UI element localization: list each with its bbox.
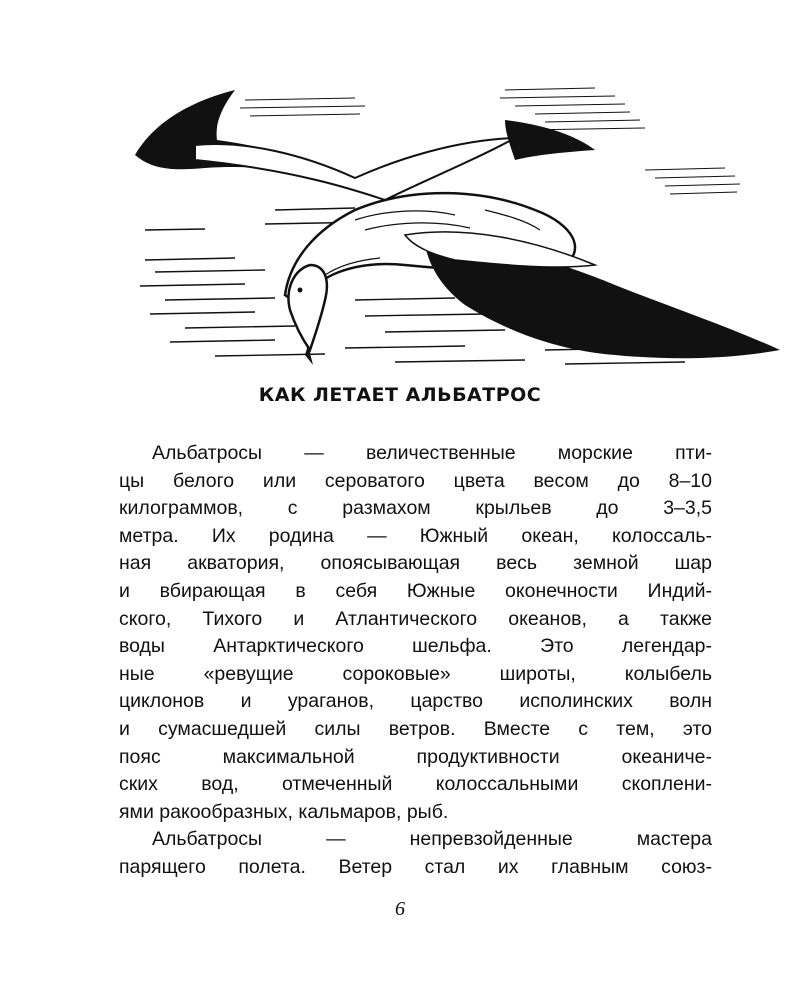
text-line: килограммов, с размахом крыльев до 3–3,5: [119, 497, 712, 520]
text-line: и сумасшедшей силы ветров. Вместе с тем, это: [119, 717, 712, 740]
bird-head: [289, 265, 327, 350]
text-line: метра. Их родина — Южный океан, колоссаль-: [119, 524, 712, 547]
body-text: [119, 440, 712, 882]
section-title: КАК ЛЕТАЕТ АЛЬБАТРОС: [258, 384, 542, 406]
albatross-illustration: [125, 60, 785, 380]
text-line: Альбатросы — непревзойденные мастера: [152, 828, 712, 851]
text-line: Альбатросы — величественные морские пти-: [152, 442, 712, 464]
text-line: цы белого или сероватого цвета весом до 8–10: [119, 469, 712, 492]
right-wing-tip: [505, 120, 595, 160]
text-line: ями ракообразных, кальмаров, рыб.: [119, 800, 449, 823]
bird-eye: [298, 288, 303, 293]
text-line: циклонов и ураганов, царство исполинских волн: [119, 690, 712, 713]
text-line: ные «ревущие сороковые» широты, колыбель: [119, 662, 712, 685]
page-number: 6: [395, 898, 405, 920]
text-line: и вбирающая в себя Южные оконечности Индий-: [119, 579, 712, 602]
text-line: парящего полета. Ветер стал их главным союз-: [119, 855, 712, 878]
text-line: ского, Тихого и Атлантического океанов, а также: [119, 607, 712, 630]
far-wing-pale: [195, 138, 515, 200]
text-line: ная акватория, опоясывающая весь земной шар: [119, 552, 712, 575]
text-line: ских вод, отмеченный колоссальными скоплени-: [119, 773, 712, 796]
text-line: пояс максимальной продуктивности океаниче-: [119, 745, 712, 768]
text-line: воды Антарктического шельфа. Это легендар-: [119, 635, 712, 658]
